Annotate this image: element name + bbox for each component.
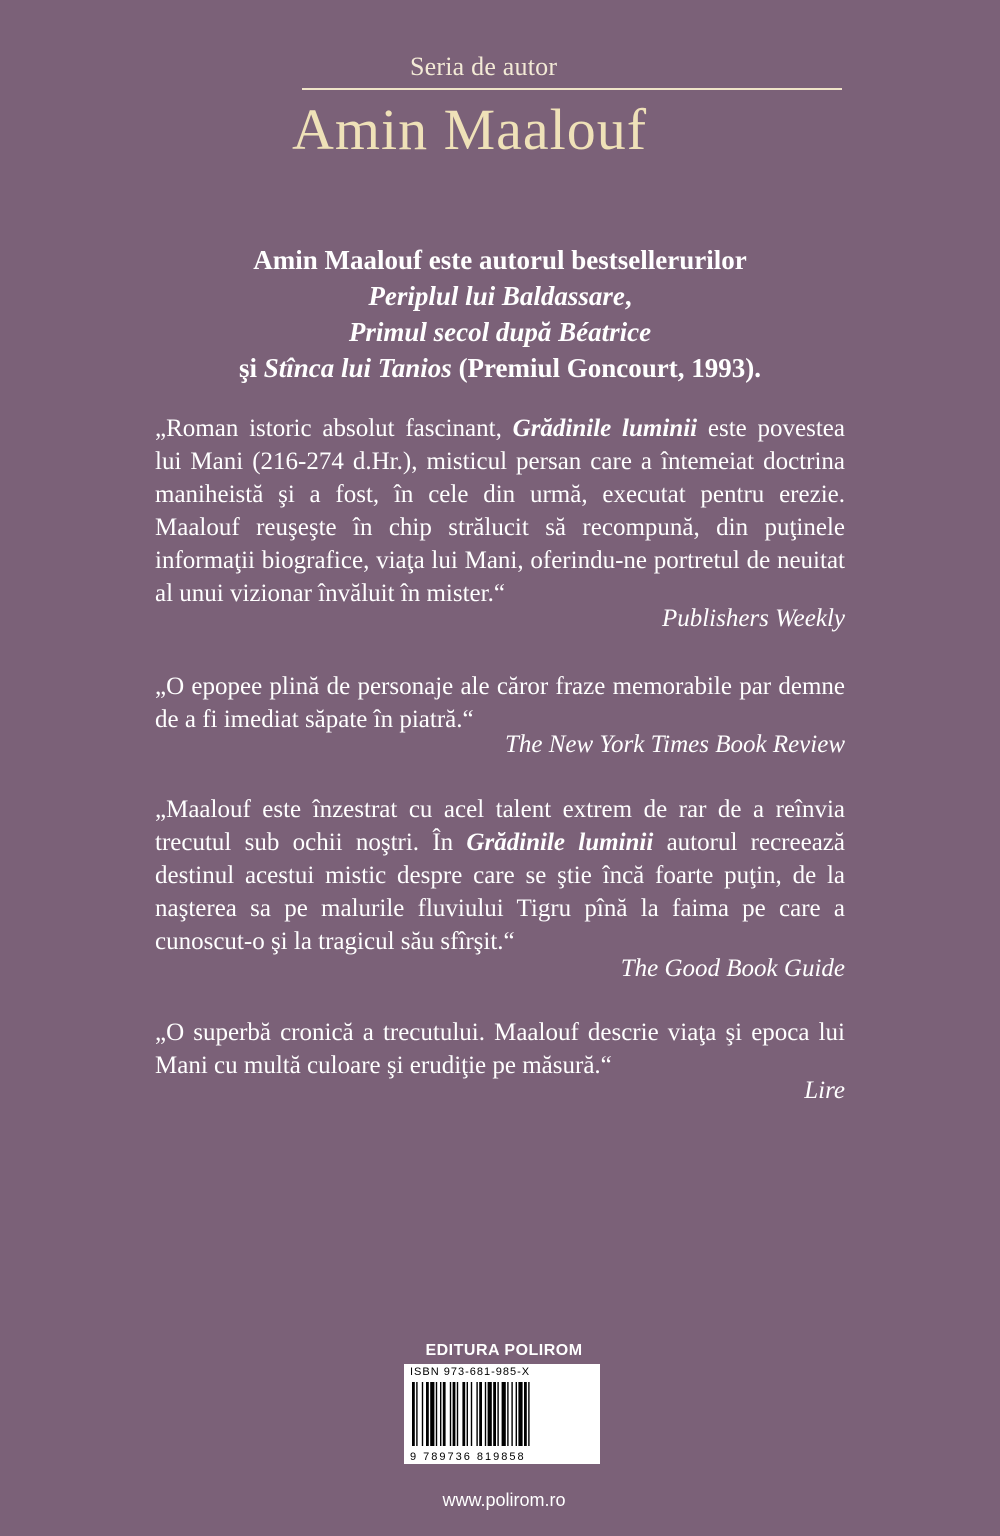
- barcode-panel: [398, 1342, 610, 1482]
- publisher-name: EDITURA POLIROM: [425, 1342, 583, 1359]
- intro-book-line-1: [155, 278, 845, 314]
- review-source: Lire: [804, 1077, 845, 1104]
- quote-text: este povestea lui Mani (216-274 d.Hr.), misticul persan care a întemeiat doctrina maniheistă şi a fost, în cele din urmă, executat pentru erezie. Maalouf reuşeşte în chip strălucit să recompună, din puţinele informaţii biografice, viaţa lui Mani, oferindu-ne portretul de neuitat al unui vizionar învăluit în mister.“: [155, 415, 845, 607]
- review-source: Publishers Weekly: [661, 605, 845, 632]
- review-quote: [155, 1016, 845, 1082]
- review-quote: [155, 793, 845, 958]
- barcode-digits: 9 789736 819858: [410, 1451, 526, 1463]
- barcode-icon: [410, 1382, 594, 1446]
- quote-book-title: Grădinile luminii: [512, 415, 698, 442]
- review-quote: [155, 412, 845, 610]
- publisher-website: www.polirom.ro: [442, 1490, 566, 1510]
- conjunction: şi: [238, 353, 264, 383]
- quote-book-title: Grădinile luminii: [466, 829, 654, 856]
- intro-block: [155, 242, 845, 386]
- quote-text: autorul recreează destinul acestui mistic despre care se ştie încă foarte puţin, de la naşterea sa pe malurile fluviului Tigru pînă la faima pe care a cunoscut-o şi la tragicul său sfîrşit.“: [155, 829, 845, 955]
- review-source: The New York Times Book Review: [504, 731, 845, 758]
- isbn-label: ISBN 973-681-985-X: [410, 1366, 531, 1378]
- author-name: Amin Maalouf: [292, 97, 648, 162]
- punctuation: ,: [624, 281, 632, 311]
- barcode-box: [404, 1364, 600, 1464]
- intro-book-line-2: [155, 314, 845, 350]
- quote-text: „Roman istoric absolut fascinant,: [155, 415, 513, 442]
- book-title: Primul secol după Béatrice: [348, 317, 652, 347]
- series-label: Seria de autor: [410, 52, 558, 81]
- quote-text: „Maalouf este înzestrat cu acel talent extrem de rar de a reînvia trecutul sub ochii noştri. În: [155, 796, 845, 856]
- review-quote: [155, 670, 845, 736]
- intro-book-line-3: [155, 350, 845, 386]
- quote-text: „O epopee plină de personaje ale căror fraze memorabile par demne de a fi imediat săpate în piatră.“: [155, 673, 845, 733]
- intro-line: Amin Maalouf este autorul bestsellerurilor: [253, 245, 747, 275]
- book-title: Periplul lui Baldassare: [368, 281, 625, 311]
- review-source: The Good Book Guide: [620, 955, 845, 982]
- header-divider: [302, 88, 842, 90]
- award-note: (Premiul Goncourt, 1993).: [451, 353, 762, 383]
- book-title: Stînca lui Tanios: [263, 353, 452, 383]
- quote-text: „O superbă cronică a trecutului. Maalouf descrie viaţa şi epoca lui Mani cu multă culoare şi erudiţie pe măsură.“: [155, 1019, 845, 1079]
